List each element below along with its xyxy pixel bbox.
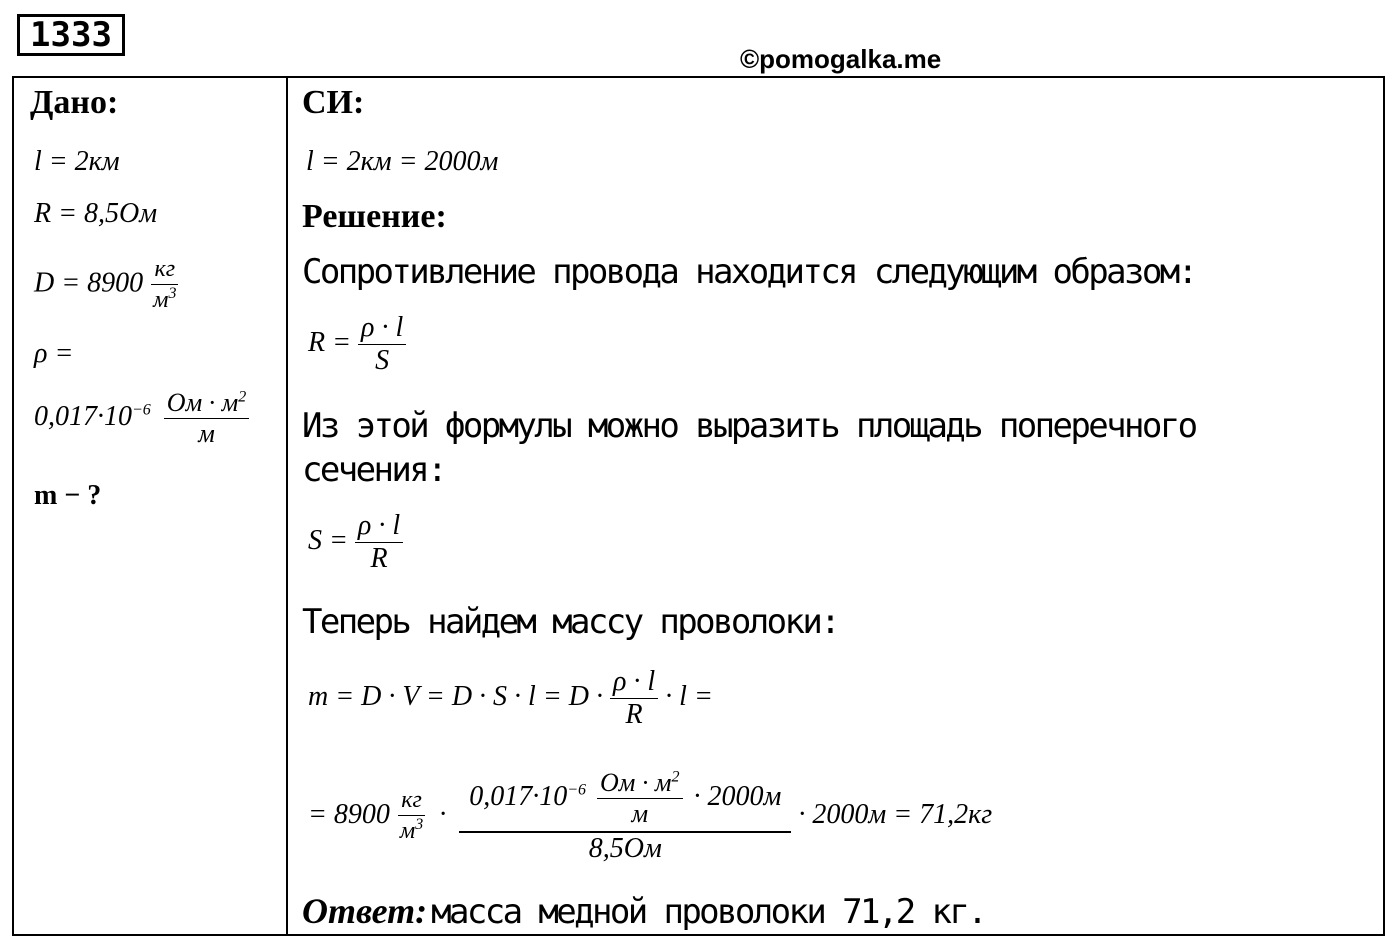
formula-mass [308,666,713,731]
given-density-unit-num: кг [151,256,178,285]
formula-calculation: = 8900 $\frac{кг}{м^3}$ · $0,017\cdot 10^{-6}$ $\frac{Ом \cdot м^2}{м}$ · 2000м 8,5Ом · 2000м = 71,2кг [308,768,993,864]
calc-num-b: · 2000м [693,780,782,812]
calc-num-unit-num: Ом · м [600,768,672,797]
formula-area-num: ρ · l [355,510,403,543]
solution-paragraph-1: Сопротивление провода находится следующим образом: [302,252,1196,292]
given-rho-unit-exp: 2 [238,388,247,406]
given-density-unit-den: м [153,286,169,313]
solution-table [12,76,1385,936]
given-rho-unit-den: м [198,418,215,448]
formula-mass-den: R [625,699,643,731]
answer-text: масса медной проволоки 71,2 кг. [431,892,986,932]
given-density-value: D = 8900 [34,267,144,299]
calc-density-unit-exp: 3 [415,815,424,833]
watermark: ©pomogalka.me [740,44,942,74]
given-heading: Дано: [30,84,119,121]
given-resistance: R = 8,5Ом [34,198,158,229]
given-rho-unit [164,388,249,449]
formula-mass-right: · l = [665,681,713,713]
calc-right: · 2000м = 71,2кг [798,798,993,830]
given-density-unit [150,256,179,314]
formula-area-fraction [355,510,403,575]
given-density-unit-exp: 3 [168,284,177,302]
calc-density-unit-num: кг [398,787,425,816]
solution-paragraph-2b: сечения: [302,450,445,490]
solution-heading: Решение: [302,198,447,235]
calc-num-unit [597,768,682,829]
formula-resistance [308,312,406,377]
solution-paragraph-3: Теперь найдем массу проволоки: [302,602,839,642]
formula-resistance-left: R = [308,327,351,359]
given-rho-label: ρ = [34,338,74,369]
column-divider [286,78,288,934]
formula-mass-left: m = D · V = D · S · l = D · [308,681,603,713]
si-heading: СИ: [302,84,365,121]
formula-mass-num: ρ · l [610,666,658,699]
calc-main-fraction [459,768,791,865]
calc-density-unit [397,787,426,845]
given-rho-value [34,388,249,449]
calc-num-exp: −6 [567,781,587,799]
calc-left: = 8900 [308,798,390,830]
given-rho-exp: −6 [132,401,151,419]
calc-num-unit-exp: 2 [671,768,680,786]
solution-paragraph-2a: Из этой формулы можно выразить площадь поперечного [302,406,1196,446]
calc-density-unit-den: м [399,817,416,844]
formula-area-left: S = [308,525,348,557]
given-rho-number: 0,017·10 [34,400,132,432]
answer-line [302,890,985,932]
formula-resistance-fraction [358,312,406,377]
formula-mass-fraction [610,666,658,731]
calc-num-unit-den: м [631,798,649,828]
problem-number: 1333 [17,14,125,56]
given-rho-unit-num: Ом · м [166,388,239,417]
given-density [34,256,179,314]
given-unknown: m − ? [34,480,102,511]
answer-label: Ответ: [302,891,428,931]
given-length: l = 2км [34,146,120,177]
formula-area-den: R [370,543,388,575]
formula-resistance-den: S [375,345,390,377]
si-line: l = 2км = 2000м [306,146,499,177]
formula-resistance-num: ρ · l [358,312,406,345]
calc-num-a: 0,017·10 [469,780,568,812]
formula-area [308,510,403,575]
calc-den: 8,5Ом [588,832,662,864]
